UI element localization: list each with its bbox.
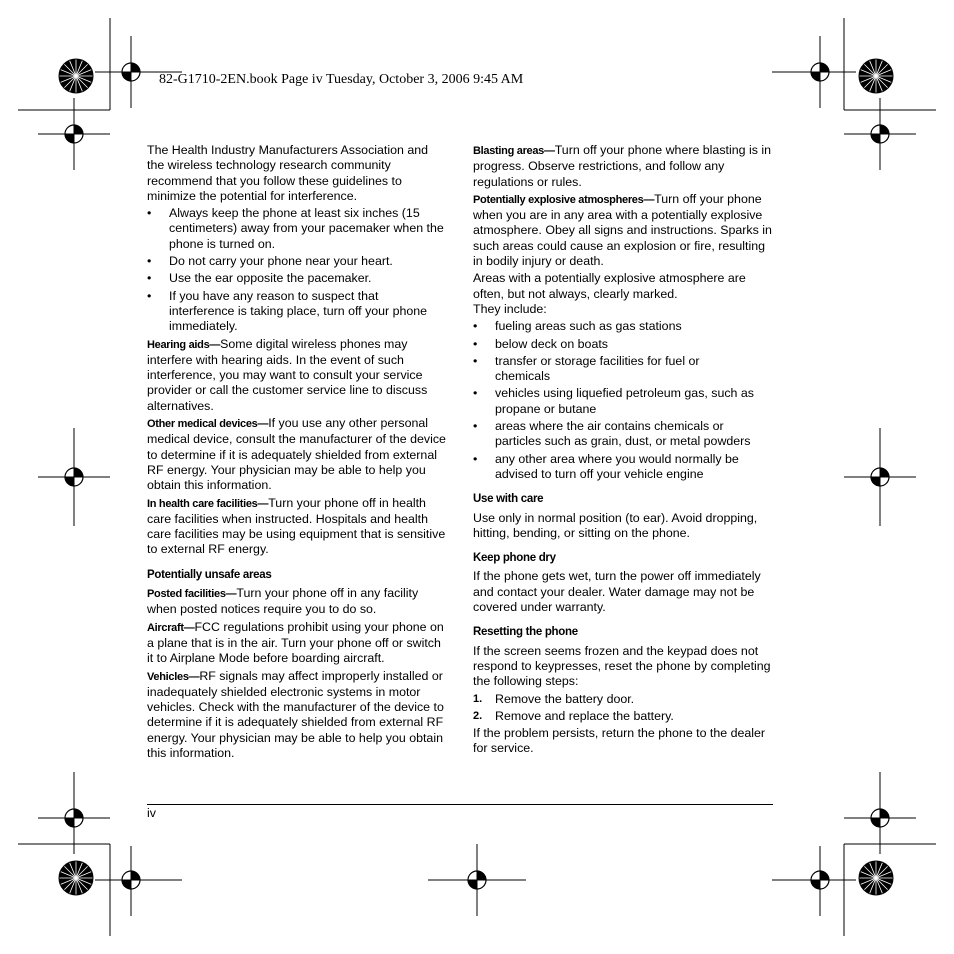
- list-item: • Do not carry your phone near your heart.: [147, 254, 393, 269]
- list-item: • transfer or storage facilities for fuel or chemicals: [473, 353, 700, 384]
- use-with-care-heading: Use with care: [473, 493, 544, 506]
- step-item: 1. Remove the battery door.: [473, 691, 635, 706]
- star-target-icon: [59, 861, 93, 895]
- step-item: 2. Remove and replace the battery.: [473, 708, 674, 723]
- star-target-icon: [859, 861, 893, 895]
- list-item: • any other area where you would normally be advised to turn off your vehicle engine: [473, 451, 739, 481]
- blasting-areas-paragraph: Blasting areas—Turn off your phone where blasting is in progress. Observe restrictions, and follow any regulations or rules.: [473, 143, 771, 189]
- explosive-areas-list: [473, 319, 773, 482]
- resetting-phone-heading: Resetting the phone: [473, 626, 578, 639]
- posted-facilities-paragraph: Posted facilities—Turn your phone off in any facility when posted notices require you to do so.: [147, 586, 419, 617]
- health-care-facilities-paragraph: In health care facilities—Turn your phone off in health care facilities when instructed. Hospitals and health care facilities may be using equipment that is sensitive to external RF energy.: [147, 495, 446, 557]
- intro-paragraph: The Health Industry Manufacturers Association and the wireless technology research community recommend that you follow these guidelines to minimize the potential for interference.: [147, 143, 429, 203]
- areas-intro-paragraph: Areas with a potentially explosive atmosphere are often, but not always, clearly marked.: [473, 271, 746, 301]
- right-column: [473, 143, 773, 759]
- unsafe-areas-heading: Potentially unsafe areas: [147, 568, 272, 581]
- bullet: •: [147, 288, 152, 303]
- bullet: •: [147, 254, 152, 269]
- list-item: • areas where the air contains chemicals or particles such as grain, dust, or metal powders: [473, 419, 751, 449]
- page-number: iv: [147, 806, 156, 820]
- reset-intro-paragraph: If the screen seems frozen and the keypad does not respond to keypresses, reset the phone by completing the following steps:: [473, 643, 771, 689]
- bullet: •: [473, 386, 478, 401]
- bullet: •: [473, 319, 478, 334]
- list-item: • fueling areas such as gas stations: [473, 319, 682, 334]
- other-medical-devices-paragraph: Other medical devices—If you use any other personal medical device, consult the manufacturer of the device to determine if it is adequately shielded from external RF energy. Your physician may be able to help you obtain this information.: [147, 416, 446, 493]
- aircraft-paragraph: Aircraft—FCC regulations prohibit using your phone on a plane that is in the air. Turn your phone off or switch it to Airplane Mode before boarding aircraft.: [147, 619, 444, 666]
- list-item: • If you have any reason to suspect that interference is taking place, turn off your phone immediately.: [147, 288, 428, 334]
- list-item: • below deck on boats: [473, 336, 608, 351]
- vehicles-paragraph: Vehicles—RF signals may affect improperly installed or inadequately shielded electronic systems in motor vehicles. Check with the manufacturer of the device to determine if it is adequately shielded from external RF energy. Your physician may be able to help you obtain this information.: [147, 668, 444, 760]
- explosive-atmospheres-paragraph: Potentially explosive atmospheres—Turn off your phone when you are in any area with a potentially explosive atmosphere. Obey all signs and instructions. Sparks in such areas could cause an explosion or fire, resulting in bodily injury or death.: [473, 191, 772, 269]
- reset-steps-list: [473, 692, 773, 725]
- step-number: 2.: [473, 709, 483, 722]
- footer-rule: [147, 804, 773, 805]
- bullet: •: [473, 336, 478, 351]
- keep-phone-dry-heading: Keep phone dry: [473, 552, 556, 565]
- list-item: • Always keep the phone at least six inches (15 centimeters) away from your pacemaker when the phone is turned on.: [147, 206, 444, 251]
- pacemaker-guidelines-list: [147, 206, 447, 334]
- reset-outro-paragraph: If the problem persists, return the phone to the dealer for service.: [473, 726, 766, 756]
- step-number: 1.: [473, 692, 483, 705]
- list-item: • Use the ear opposite the pacemaker.: [147, 271, 372, 286]
- bullet: •: [473, 353, 478, 368]
- bullet: •: [473, 419, 478, 434]
- left-column: [147, 143, 447, 763]
- they-include-text: They include:: [473, 301, 547, 316]
- book-header: 82-G1710-2EN.book Page iv Tuesday, October 3, 2006 9:45 AM: [159, 72, 524, 87]
- bullet: •: [147, 271, 152, 286]
- star-target-icon: [59, 59, 93, 93]
- use-with-care-paragraph: Use only in normal position (to ear). Avoid dropping, hitting, bending, or sitting on the phone.: [473, 510, 758, 540]
- hearing-aids-paragraph: Hearing aids—Some digital wireless phones may interfere with hearing aids. In the event of such interference, you may want to consult your service provider or call the customer service line to discuss alternatives.: [147, 336, 428, 413]
- keep-phone-dry-paragraph: If the phone gets wet, turn the power off immediately and contact your dealer. Water damage may not be covered under warranty.: [473, 569, 761, 615]
- bullet: •: [473, 451, 478, 466]
- bullet: •: [147, 206, 152, 221]
- list-item: • vehicles using liquefied petroleum gas, such as propane or butane: [473, 386, 754, 416]
- star-target-icon: [859, 59, 893, 93]
